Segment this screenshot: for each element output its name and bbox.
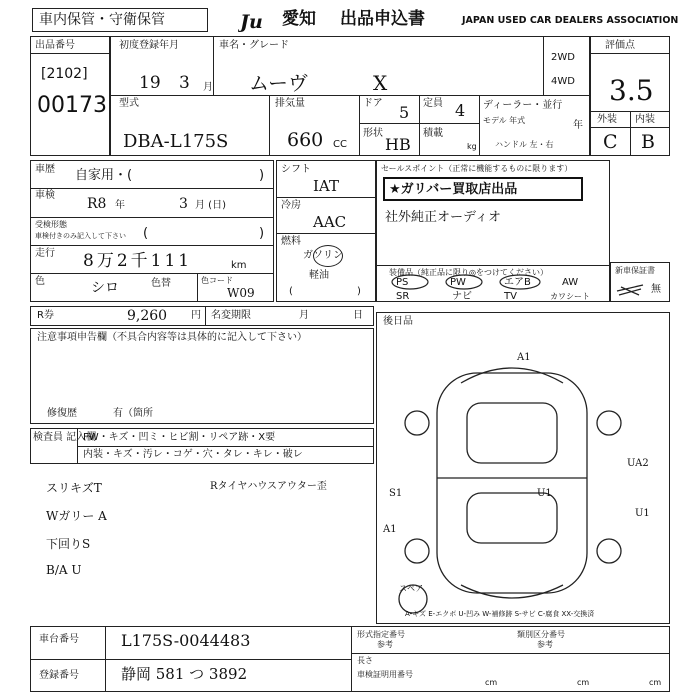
type-value: DBA-L175S [123,131,229,152]
model-name: ムーヴ [249,71,308,95]
storage-label: 車内保管・守衛保管 [39,12,165,28]
first-reg-month: 3 [179,73,190,93]
dealer-label: ディーラー・並行 [483,100,563,111]
travel-label: 走行 [35,248,55,259]
sales-point-label: セールスポイント（正常に機能するものに限ります） [381,164,573,173]
equip-airbag: エアB [504,277,531,288]
model-name-label: 車名・グレード [219,40,289,51]
spare-label: スペア [399,584,423,593]
equipment-circles-icon [382,274,610,290]
recycle-label: R券 [37,310,54,321]
type-spec-label: 形式指定番号 [357,630,405,639]
equipment-grid [378,276,608,302]
region-label: 愛知 [282,9,316,29]
equip-pw: PW [450,277,466,288]
repair-label: 修復歴 [47,408,77,419]
score-box [590,36,670,156]
doors-value: 5 [399,103,410,122]
chassis-box: 車台番号 L175S-0044483 登録番号 静岡 581 つ 3892 形式指定番号 参考 類別区分番号 参考 長さ 車検証明用番号 cm cm cm [30,626,670,692]
exterior-grade: C [603,131,618,153]
shape-value: HB [385,135,411,154]
lot-code: [2102] [41,66,88,82]
interior-check-row: 内装・キズ・汚レ・コゲ・穴・タレ・キレ・破レ [83,449,303,460]
equip-navi: ナビ [452,291,472,302]
displacement: 660 [287,129,324,151]
exterior-label: 外装 [597,114,617,125]
diagram-box: 後日品 A1 UA2 U1 S1 A1 U1 スペア A-キズ E-エクボ U-凹み W-補修跡 S-サビ C-腐食 XX-交換済 [376,312,670,624]
equip-sr: SR [396,291,410,302]
association-label: JAPAN USED CAR DEALERS ASSOCIATION [462,15,679,26]
test-form-label: 受検形態 [35,220,67,229]
warranty-box [610,262,670,302]
warranty-value: 無 [651,284,661,295]
length-label: 長さ [357,656,373,665]
lot-number-label: 出品番号 [35,40,75,51]
color-change-label: 色替 [151,278,171,289]
test-form-note: 車検付きのみ記入して下さい [35,232,126,240]
sales-point-note: 社外純正オーディオ [385,210,501,225]
rear-label: 後日品 [383,316,413,327]
recycle-row: R券 9,260 円 名変期限 月 日 [30,306,374,326]
drive-2wd: 2WD [551,52,575,63]
notice-box [30,328,374,424]
vehicle-info-box: 初度登録年月 19 3 月 車名・グレード ムーヴ X 2WD 4WD 型式 DBA-L175S 排気量 660 CC ドア 5 形状 HB 定員 4 積載 kg ディーラー・並行 モデル 年式 年 ハンドル 左・右 [110,36,590,156]
history-value: 自家用・( [75,168,133,183]
lot-number: 00173 [37,93,107,118]
history-label: 車歴 [35,164,55,175]
grade: X [373,71,388,95]
doors-label: ドア [363,98,383,109]
chassis-label: 車台番号 [39,634,79,645]
color-value: シロ [91,280,119,296]
fuel-label: 燃料 [281,236,301,247]
equip-ps: PS [396,277,409,288]
equip-seat: カワシート [550,292,590,301]
model-year-label: モデル 年式 [483,116,526,125]
lot-number-box [30,36,110,156]
class-label: 類別区分番号 [517,630,565,639]
recycle-amount: 9,260 [127,308,168,324]
fuel-gas: ガソリン [303,250,343,261]
score-label: 評価点 [605,40,635,51]
travel-value: 8万2千111 [83,251,193,271]
capacity-label: 定員 [423,98,443,109]
equip-tv: TV [504,291,517,302]
first-reg-label: 初度登録年月 [119,40,179,51]
reg-number: 静岡 581 つ 3892 [121,665,248,683]
shift-label: シフト [281,164,311,175]
shift-value: IAT [313,177,339,195]
ju-logo-icon [238,10,280,32]
inspector-box [30,428,374,464]
storage-box [32,8,208,32]
inspection-label: 車検 [35,190,55,201]
inspection-month: 3 [179,196,188,212]
color-code: W09 [227,286,255,300]
cert-label: 車検証明用番号 [357,670,413,679]
legend: A-キズ E-エクボ U-凹み W-補修跡 S-サビ C-腐食 XX-交換済 [405,610,595,618]
equip-aw: AW [562,277,579,288]
drive-4wd: 4WD [551,76,575,87]
chassis-number: L175S-0044483 [121,631,251,650]
load-label: 積載 [423,128,443,139]
svg-text:Ju: Ju [240,11,263,32]
warranty-label: 新車保証書 [615,266,655,275]
fuel-circle-mark [313,245,343,267]
inspector-label: 検査員 記入欄 [33,432,97,443]
displacement-label: 排気量 [275,98,305,109]
repair-value: 有（箇所 [113,408,153,419]
equipment-label: 装備品（純正品に限り◎をつけてください） [389,268,548,277]
score-value: 3.5 [609,74,654,107]
handle-label: ハンドル 左・右 [495,140,554,149]
ac-value: AAC [313,213,347,231]
rename-label: 名変期限 [211,310,251,321]
shift-box: シフト IAT 冷房 AAC 燃料 ガソリン 軽油 ( ) [276,160,376,302]
scribble-mark-icon [615,281,645,299]
form-title: 出品申込書 [340,9,425,29]
capacity-value: 4 [455,101,466,120]
reg-label: 登録番号 [39,670,79,681]
first-reg-year: 19 [139,73,161,93]
color-code-label: 色コード [201,276,233,285]
exterior-check-row: FW・キズ・凹ミ・ヒビ割・リペア跡・X要 [83,432,276,443]
memo-area: スリキズT Rタイヤハウスアウター歪 Wガリー A 下回りS B/A U [46,481,327,577]
gulliver-stamp: ★ガリバー買取店出品 [383,177,583,201]
interior-label: 内装 [635,114,655,125]
type-label: 型式 [119,98,139,109]
inspection-era: R8 [87,196,107,212]
fuel-diesel: 軽油 [309,270,329,281]
ac-label: 冷房 [281,200,301,211]
history-box: 車歴 自家用・( ) 車検 R8 年 3 月 (日) 受検形態 車検付きのみ記入して下さい ( ) 走行 8万2千111 km 色 シロ 色替 色コード W09 [30,160,274,302]
interior-grade: B [641,131,655,153]
color-label: 色 [35,276,45,287]
notice-label: 注意事項申告欄（不具合内容等は具体的に記入して下さい） [37,332,307,343]
shape-label: 形状 [363,128,383,139]
